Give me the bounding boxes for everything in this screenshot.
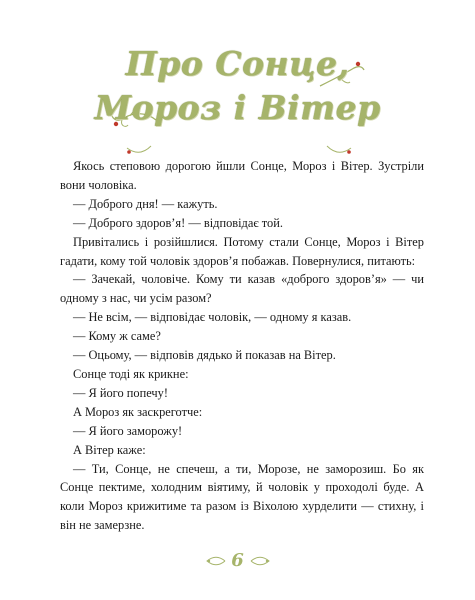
paragraph: — Оцьому, — відповів дядько й показав на Вітер. [73,348,336,363]
paragraph: — Доброго дня! — кажуть. [73,196,218,211]
floral-ornament-bottom-left-icon [125,142,153,156]
paragraph: Якось степовою дорогою йшли Сонце, Мороз і Вітер. Зустріли вони чоловіка. [60,159,424,192]
story-text [60,157,424,535]
paragraph: Сонце тоді як крикне: [73,366,189,381]
page-footer [0,548,475,574]
paragraph: Привітались і розійшлися. Потому стали Сонце, Мороз і Вітер гадати, кому той чоловік здоров’я побажав. Повернулися, питають: [60,234,424,268]
paragraph: — Доброго здоров’я! — відповідає той. [73,215,283,230]
title-line-1: Про Сонце, [125,44,350,83]
paragraph: — Я його заморожу! [73,423,183,438]
paragraph: А Вітер каже: [73,442,146,457]
title-line-2: Мороз і Вітер [94,88,381,127]
paragraph: — Я його попечу! [73,385,168,400]
paragraph: — Зачекай, чоловіче. Кому ти казав «доброго здоров’я» — чи одному з нас, чи усім разом? [60,272,424,306]
page-number: 6 [231,550,244,571]
chapter-title [0,38,475,138]
paragraph: — Кому ж саме? [73,329,161,344]
floral-ornament-bottom-right-icon [325,142,353,156]
paragraph: — Не всім, — відповідає чоловік, — одному я казав. [73,310,352,325]
paragraph: А Мороз як заскреготче: [73,404,203,419]
paragraph: — Ти, Сонце, не спечеш, а ти, Морозе, не заморозиш. Бо як Сонце пектиме, холодним віятиму, й чоловік у проходолі буде. А коли Мороз крижитиме та разом із Віхолою хурделити — стихну, і він не замерзне. [60,461,424,533]
